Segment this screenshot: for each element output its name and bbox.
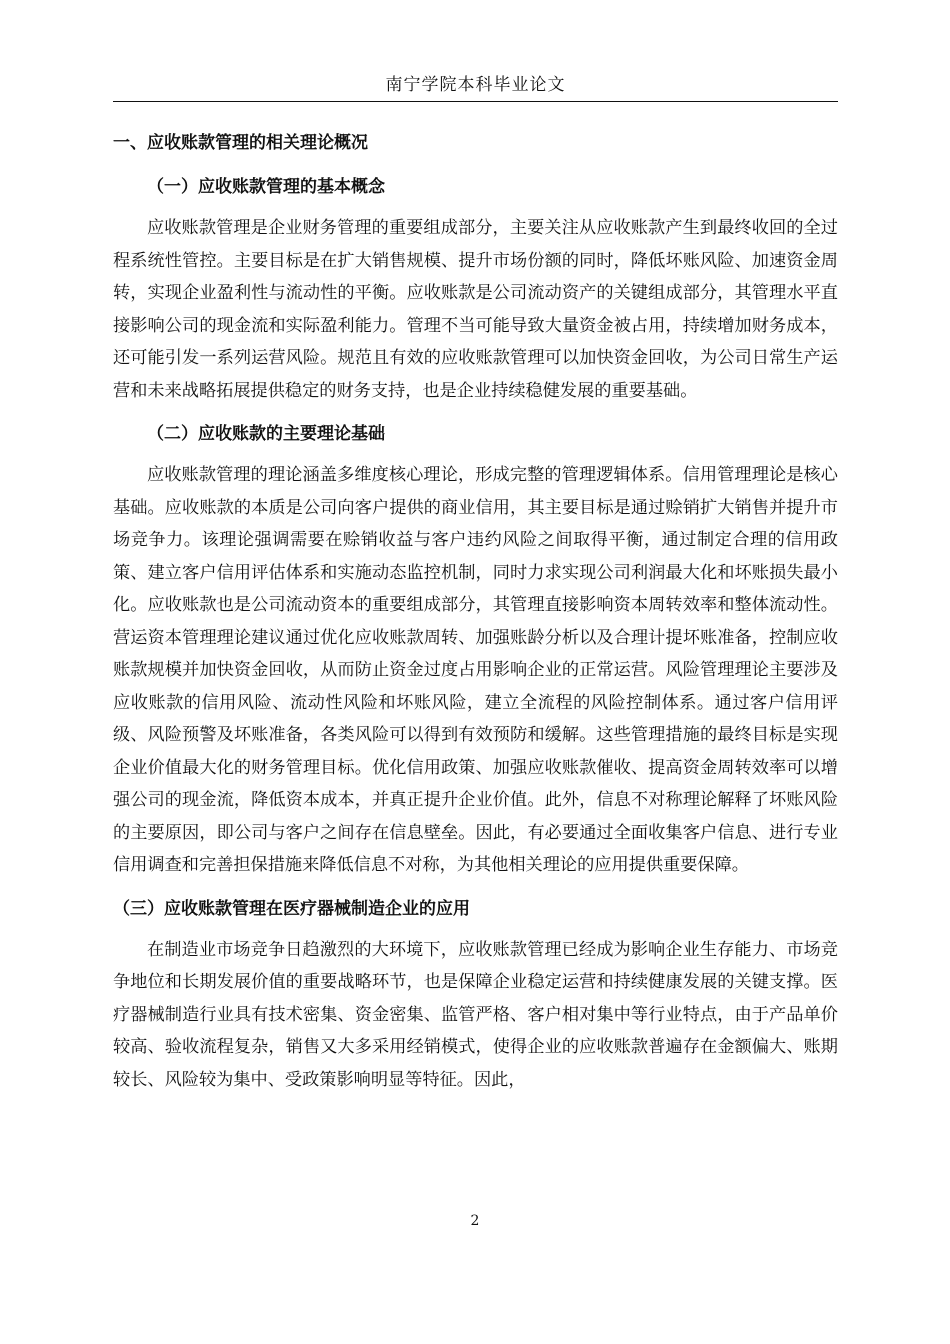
section-heading: 一、应收账款管理的相关理论概况 <box>113 133 368 153</box>
subsection-heading-2: （二）应收账款的主要理论基础 <box>147 424 385 444</box>
paragraph-theory-basis: 应收账款管理的理论涵盖多维度核心理论，形成完整的管理逻辑体系。信用管理理论是核心基础。应收账款的本质是公司向客户提供的商业信用，其主要目标是通过赊销扩大销售并提升市场竞争力。该理论强调需要在赊销收益与客户违约风险之间取得平衡，通过制定合理的信用政策、建立客户信用评估体系和实施动态监控机制，同时力求实现公司利润最大化和坏账损失最小化。应收账款也是公司流动资本的重要组成部分，其管理直接影响资本周转效率和整体流动性。营运资本管理理论建议通过优化应收账款周转、加强账龄分析以及合理计提坏账准备，控制应收账款规模并加快资金回收，从而防止资金过度占用影响企业的正常运营。风险管理理论主要涉及应收账款的信用风险、流动性风险和坏账风险，建立全流程的风险控制体系。通过客户信用评级、风险预警及坏账准备，各类风险可以得到有效预防和缓解。这些管理措施的最终目标是实现企业价值最大化的财务管理目标。优化信用政策、加强应收账款催收、提高资金周转效率可以增强公司的现金流，降低资本成本，并真正提升企业价值。此外，信息不对称理论解释了坏账风险的主要原因，即公司与客户之间存在信息壁垒。因此，有必要通过全面收集客户信息、进行专业信用调查和完善担保措施来降低信息不对称，为其他相关理论的应用提供重要保障。 <box>113 465 838 875</box>
header-divider <box>113 101 838 102</box>
page-header-title: 南宁学院本科毕业论文 <box>385 75 566 95</box>
page-number: 2 <box>470 1213 480 1229</box>
paragraph-basic-concept: 应收账款管理是企业财务管理的重要组成部分，主要关注从应收账款产生到最终收回的全过程系统性管控。主要目标是在扩大销售规模、提升市场份额的同时，降低坏账风险、加速资金周转，实现企业盈利性与流动性的平衡。应收账款是公司流动资产的关键组成部分，其管理水平直接影响公司的现金流和实际盈利能力。管理不当可能导致大量资金被占用，持续增加财务成本，还可能引发一系列运营风险。规范且有效的应收账款管理可以加快资金回收，为公司日常生产运营和未来战略拓展提供稳定的财务支持，也是企业持续稳健发展的重要基础。 <box>113 218 838 401</box>
subsection-heading-1: （一）应收账款管理的基本概念 <box>147 177 385 197</box>
document-body <box>113 126 838 1096</box>
subsection-heading-3: （三）应收账款管理在医疗器械制造企业的应用 <box>113 898 470 919</box>
paragraph-medical-device-application: 在制造业市场竞争日趋激烈的大环境下，应收账款管理已经成为影响企业生存能力、市场竞争地位和长期发展价值的重要战略环节，也是保障企业稳定运营和持续健康发展的关键支撑。医疗器械制造行业具有技术密集、资金密集、监管严格、客户相对集中等行业特点，由于产品单价较高、验收流程复杂，销售又大多采用经销模式，使得企业的应收账款普遍存在金额偏大、账期较长、风险较为集中、受政策影响明显等特征。因此， <box>113 939 838 1090</box>
